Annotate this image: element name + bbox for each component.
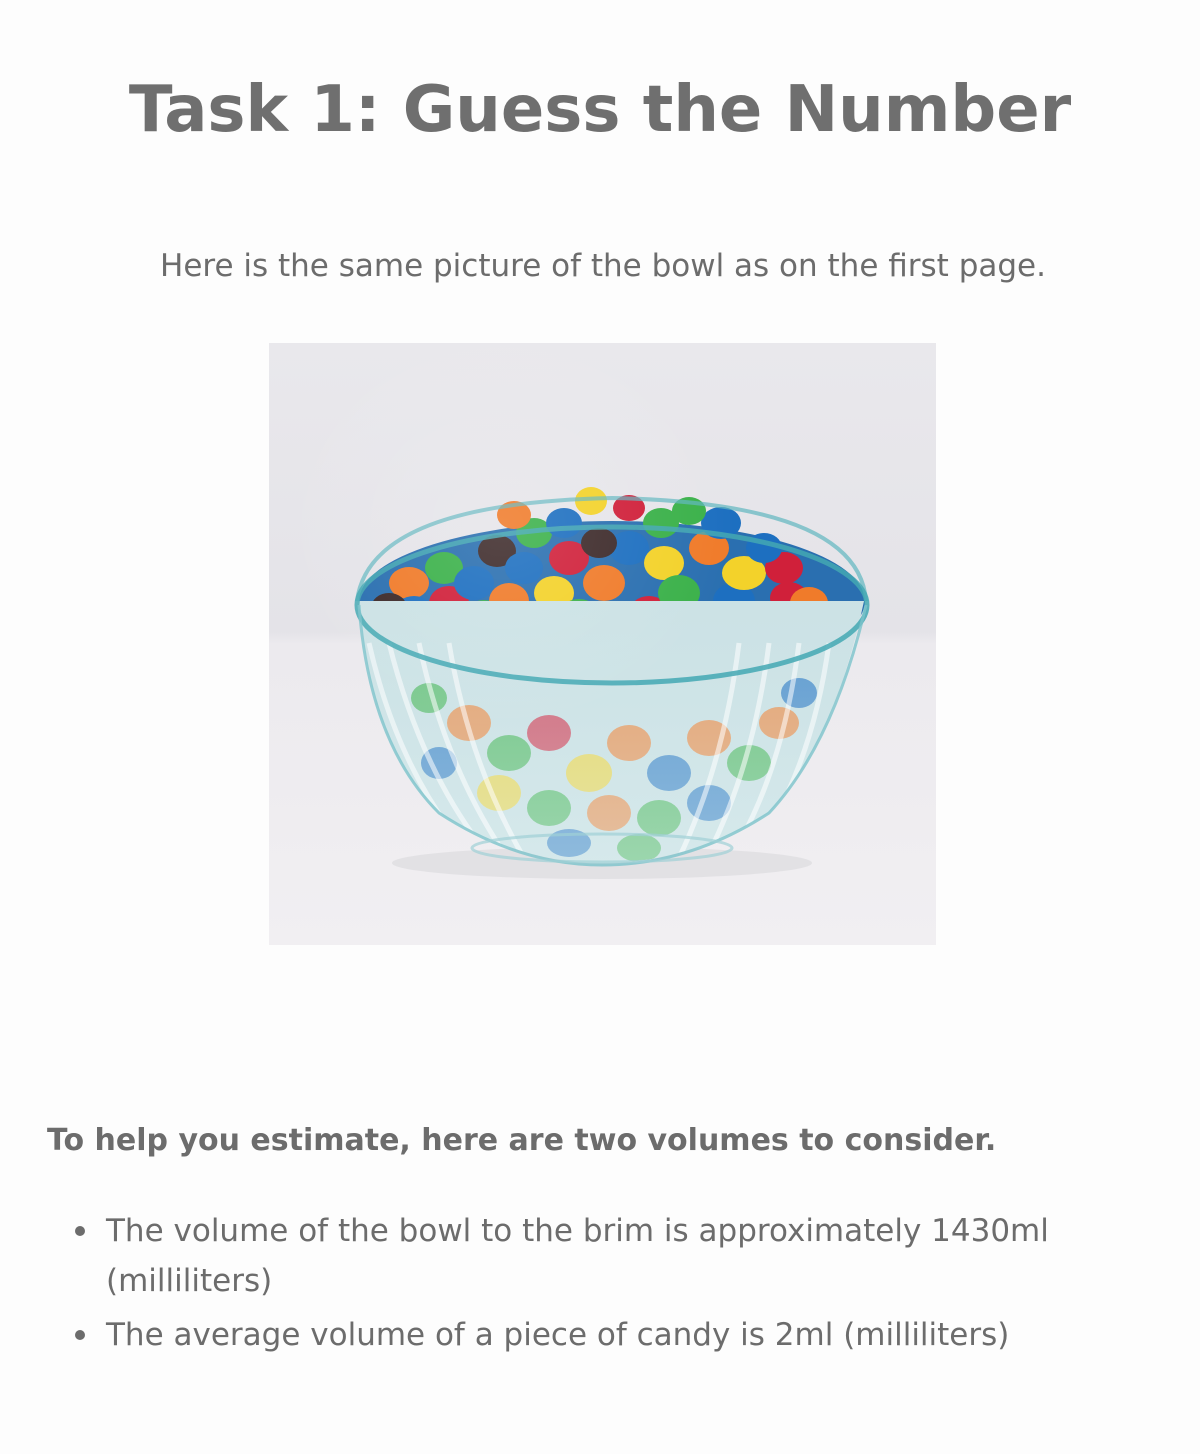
bullet-icon xyxy=(75,1330,85,1340)
volume-candy-text: The average volume of a piece of candy is 2ml (milliliters) xyxy=(106,1317,1010,1353)
intro-text: Here is the same picture of the bowl as on the first page. xyxy=(160,248,1046,284)
estimate-heading: To help you estimate, here are two volumes to consider. xyxy=(47,1123,997,1158)
list-item xyxy=(47,1310,1157,1360)
volume-bowl-text: The volume of the bowl to the brim is approximately 1430ml (milliliters) xyxy=(106,1213,1049,1299)
page-title: Task 1: Guess the Number xyxy=(128,73,1072,147)
list-item xyxy=(47,1206,1157,1306)
candy-bowl-photo xyxy=(269,343,936,945)
bullet-icon xyxy=(75,1226,85,1236)
volume-list xyxy=(47,1206,1157,1364)
